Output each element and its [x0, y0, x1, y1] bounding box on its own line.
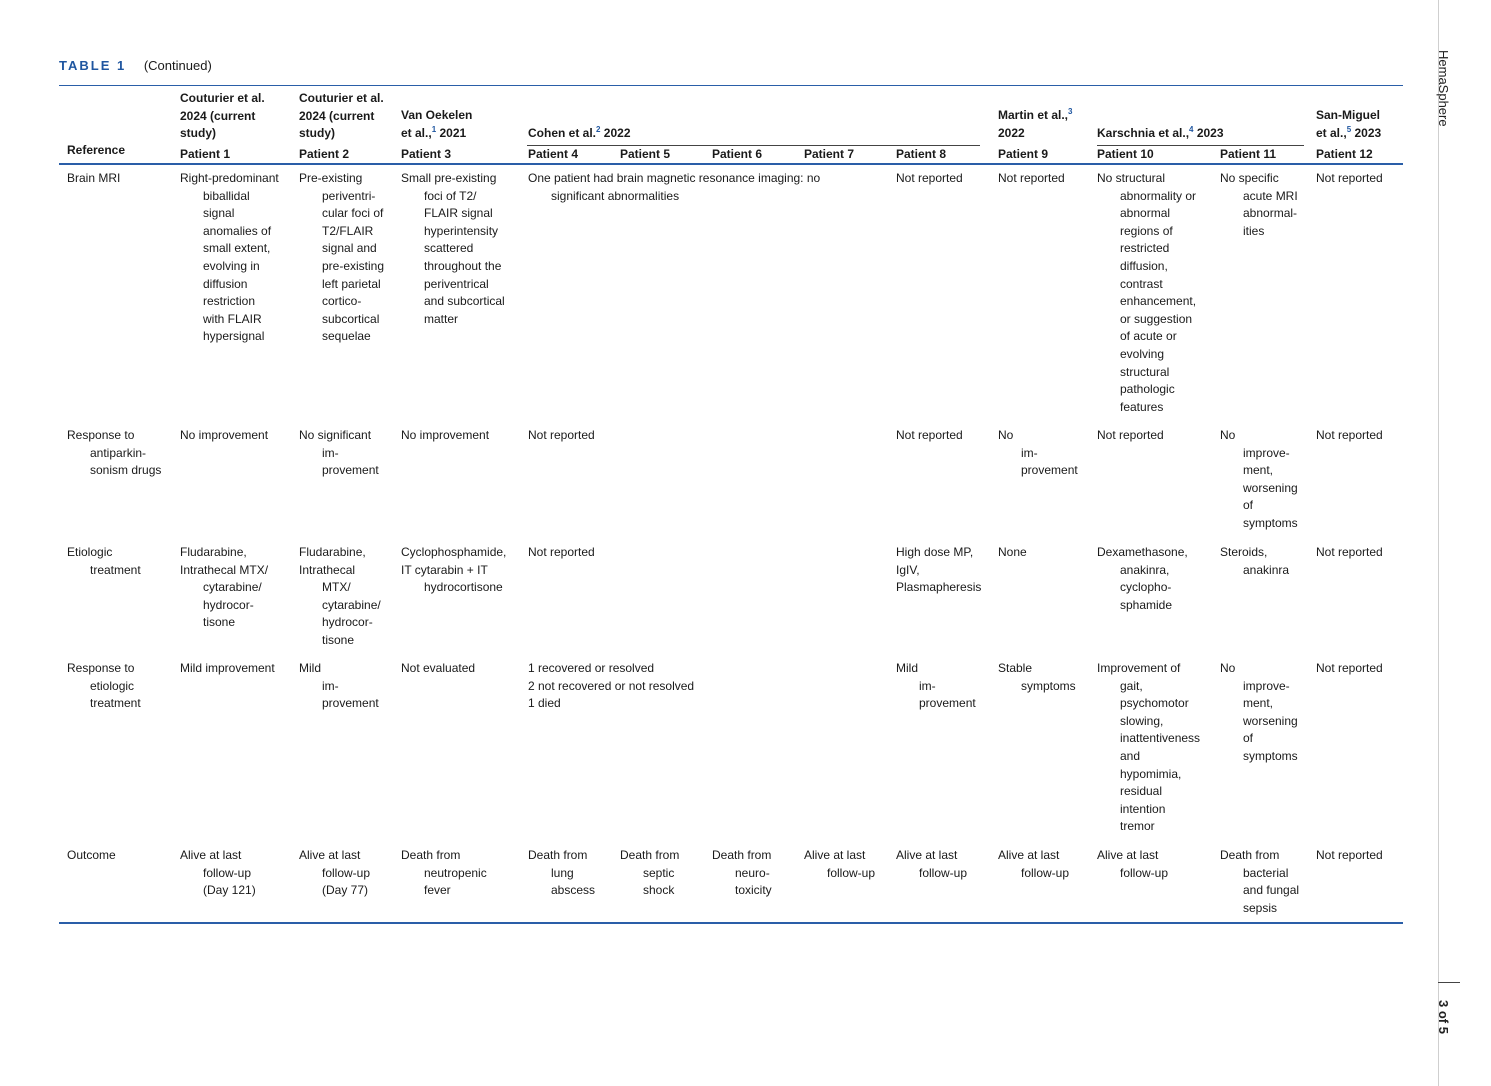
cell-line: acute MRI [1243, 188, 1298, 203]
cell-line: (Day 121) [203, 883, 256, 898]
cell-line: shock [643, 883, 675, 898]
header-group-6 [1097, 125, 1297, 143]
cell-line: IT cytarabin + IT [401, 562, 488, 577]
header-group-2 [299, 90, 399, 143]
cell-line: abscess [551, 883, 596, 898]
cell-line: sepsis [1243, 900, 1278, 915]
table-bottom-rule [59, 922, 1403, 924]
cell-line: Mild improvement [180, 661, 275, 675]
cell-line: significant abnormalities [551, 188, 680, 203]
header-patient-3: Patient 3 [401, 147, 452, 161]
cell-line: Not reported [1316, 661, 1383, 675]
cell-line: Fludarabine, [180, 545, 247, 559]
cell-line: slowing, [1120, 713, 1164, 728]
cell-line: Death from [712, 848, 772, 862]
cell-line: pre-existing [322, 258, 385, 273]
header-patient-2: Patient 2 [299, 147, 350, 161]
cell-line: No [1220, 428, 1236, 442]
cell-line: abnormality or [1120, 188, 1197, 203]
cell-line: hydrocortisone [424, 580, 503, 595]
cell-line: No significant [299, 428, 372, 442]
table-cell [1316, 544, 1466, 562]
cell-line: No specific [1220, 171, 1279, 185]
cell-line: Alive at last [804, 848, 866, 862]
header-patient-1: Patient 1 [180, 147, 231, 161]
cell-line: MTX/ [322, 580, 351, 595]
cell-line: follow-up [203, 865, 252, 880]
cell-line: anakinra, [1120, 562, 1170, 577]
cell-line: improve- [1243, 678, 1290, 693]
header-patient-8: Patient 8 [896, 147, 947, 161]
table-cell [528, 660, 948, 713]
cell-line: contrast [1120, 276, 1163, 291]
header-patient-5: Patient 5 [620, 147, 671, 161]
cell-line: im- [919, 678, 936, 693]
cell-line: cytarabine/ [322, 597, 381, 612]
cell-line: Right-predominant [180, 171, 279, 185]
header-group-line: et al., [1316, 125, 1347, 140]
header-group-5 [998, 107, 1093, 142]
cell-line: symptoms [1021, 678, 1076, 693]
journal-name: HemaSphere [1436, 50, 1451, 127]
header-group-line: Karschnia et al., [1097, 126, 1190, 140]
cell-line: biballidal [203, 188, 250, 203]
cell-line: No [998, 428, 1014, 442]
cell-line: worsening [1243, 713, 1298, 728]
cell-line: Cyclophosphamide, [401, 545, 507, 559]
cell-line: hydrocor- [203, 597, 254, 612]
cell-line: tremor [1120, 819, 1155, 834]
cell-line: 1 recovered or resolved [528, 661, 655, 675]
header-group-line: study) [299, 126, 335, 141]
cell-line: Mild [896, 661, 919, 675]
header-group-year: 2021 [436, 125, 467, 140]
cell-line: provement [322, 463, 379, 478]
cell-line: Alive at last [1097, 848, 1159, 862]
caption-text: (Continued) [143, 58, 212, 73]
cell-line: follow-up [1021, 865, 1070, 880]
cell-line: bacterial [1243, 865, 1289, 880]
header-group-line: 2022 [998, 125, 1025, 140]
cell-line: neuro- [735, 865, 770, 880]
cell-line: provement [919, 696, 976, 711]
citation-superscript: 3 [1068, 107, 1073, 116]
header-group-line: et al., [401, 125, 432, 140]
cell-line: throughout the [424, 258, 502, 273]
row-label [67, 847, 177, 865]
row-label [67, 660, 177, 713]
row-label [67, 544, 177, 579]
cell-line: foci of T2/ [424, 188, 477, 203]
row-label [67, 170, 177, 188]
cell-line: Death from [528, 848, 588, 862]
cell-line: intention [1120, 801, 1166, 816]
cell-line: Dexamethasone, [1097, 545, 1188, 559]
cell-line: scattered [424, 241, 474, 256]
cell-line: restriction [203, 294, 256, 309]
header-group-line: Cohen et al. [528, 126, 597, 140]
cell-line: regions of [1120, 223, 1173, 238]
cell-line: Mild [299, 661, 322, 675]
cell-line: and subcortical [424, 294, 505, 309]
citation-superscript: 1 [431, 124, 437, 134]
cell-line: FLAIR signal [424, 206, 493, 221]
cell-line: improve- [1243, 445, 1290, 460]
header-group-line: Couturier et al. [180, 91, 265, 105]
row-label-line: Response to [67, 428, 135, 442]
header-group-line: Couturier et al. [299, 91, 384, 105]
cell-line: No improvement [180, 428, 269, 442]
header-group-line: Van Oekelen [401, 108, 473, 122]
citation-superscript: 2 [596, 125, 601, 134]
cell-line: periventrical [424, 276, 489, 291]
cell-line: tisone [322, 632, 355, 647]
table-cell [528, 427, 948, 445]
header-group-7 [1316, 107, 1406, 142]
cell-line: lung [551, 865, 574, 880]
cell-line: Intrathecal MTX/ [180, 562, 269, 577]
header-group-line: Martin et al., [998, 108, 1069, 122]
cell-line: of [1243, 498, 1254, 513]
cell-line: follow-up [1120, 865, 1169, 880]
header-patient-4: Patient 4 [528, 147, 579, 161]
cell-line: sphamide [1120, 597, 1173, 612]
cell-line: IgIV, [896, 562, 920, 577]
cell-line: ment, [1243, 696, 1274, 711]
cell-line: toxicity [735, 883, 772, 898]
row-label-line: sonism drugs [90, 463, 162, 478]
cell-line: Small pre-existing [401, 171, 497, 185]
cell-line: (Day 77) [322, 883, 369, 898]
cell-line: cytarabine/ [203, 580, 262, 595]
cell-line: Not reported [1097, 428, 1164, 442]
cell-line: signal [203, 206, 235, 221]
row-label-line: Etiologic [67, 545, 113, 559]
table-cell [1316, 427, 1466, 445]
cell-line: neutropenic [424, 865, 487, 880]
cell-line: Intrathecal [299, 562, 356, 577]
header-group-line: study) [180, 126, 216, 141]
cell-line: No [1220, 661, 1236, 675]
cell-line: Not reported [1316, 428, 1383, 442]
table-cell [528, 544, 948, 562]
cell-line: 2 not recovered or not resolved [528, 678, 695, 693]
cell-line: and [1120, 748, 1141, 763]
table-cell [1316, 660, 1466, 678]
header-group-line: 2024 (current [180, 108, 256, 123]
cell-line: matter [424, 311, 459, 326]
table-cell [528, 170, 948, 205]
cell-line: Plasmapheresis [896, 580, 982, 595]
header-reference: Reference [67, 143, 126, 157]
header-patient-7: Patient 7 [804, 147, 855, 161]
cell-line: Alive at last [998, 848, 1060, 862]
row-label-line: Response to [67, 661, 135, 675]
cell-line: cortico- [322, 294, 362, 309]
header-group-year: 2023 [1351, 125, 1382, 140]
cell-line: Not reported [1316, 545, 1383, 559]
cell-line: ment, [1243, 463, 1274, 478]
header-group-3 [401, 107, 521, 142]
caption-label: TABLE 1 [59, 58, 127, 73]
header-patient-10: Patient 10 [1097, 147, 1154, 161]
page-tick [1438, 982, 1460, 983]
cell-line: pathologic [1120, 382, 1175, 397]
cell-line: cular foci of [322, 206, 384, 221]
cell-line: symptoms [1243, 515, 1298, 530]
cell-line: None [998, 545, 1027, 559]
row-label-line: treatment [90, 562, 141, 577]
cell-line: of [1243, 731, 1254, 746]
cell-line: Not evaluated [401, 661, 476, 675]
cell-line: follow-up [919, 865, 968, 880]
cell-line: follow-up [322, 865, 371, 880]
cell-line: Death from [620, 848, 680, 862]
header-group-line: 2024 (current [299, 108, 375, 123]
cell-line: Not reported [528, 545, 595, 559]
cell-line: Not reported [998, 171, 1065, 185]
cell-line: Not reported [896, 428, 963, 442]
cell-line: diffusion [203, 276, 248, 291]
header-patient-6: Patient 6 [712, 147, 763, 161]
table-cell [1316, 170, 1466, 188]
cell-line: diffusion, [1120, 258, 1168, 273]
cell-line: Improvement of [1097, 661, 1181, 675]
header-group-line: San-Miguel [1316, 108, 1381, 122]
cell-line: signal and [322, 241, 377, 256]
cell-line: hypersignal [203, 329, 265, 344]
cell-line: Not reported [896, 171, 963, 185]
cell-line: Alive at last [299, 848, 361, 862]
header-patient-9: Patient 9 [998, 147, 1049, 161]
cell-line: periventri- [322, 188, 376, 203]
cell-line: No improvement [401, 428, 490, 442]
table-caption [59, 58, 212, 73]
citation-superscript: 4 [1189, 125, 1194, 134]
cell-line: of acute or [1120, 329, 1177, 344]
cell-line: Pre-existing [299, 171, 363, 185]
cell-line: enhancement, [1120, 294, 1197, 309]
cell-line: septic [643, 865, 675, 880]
row-label-line: etiologic [90, 678, 135, 693]
table-cell [1316, 847, 1466, 865]
cell-line: worsening [1243, 480, 1298, 495]
cell-line: psychomotor [1120, 696, 1189, 711]
cell-line: provement [322, 696, 379, 711]
cell-line: Death from [1220, 848, 1280, 862]
cell-line: subcortical [322, 311, 380, 326]
header-patient-11: Patient 11 [1220, 147, 1277, 161]
cell-line: evolving in [203, 258, 260, 273]
header-group-1 [180, 90, 290, 143]
cell-line: cyclopho- [1120, 580, 1172, 595]
cell-line: tisone [203, 615, 236, 630]
cell-line: im- [322, 678, 339, 693]
cell-line: restricted [1120, 241, 1170, 256]
cell-line: small extent, [203, 241, 271, 256]
cell-line: gait, [1120, 678, 1143, 693]
cell-line: anomalies of [203, 223, 272, 238]
cell-line: Fludarabine, [299, 545, 366, 559]
cell-line: Not reported [1316, 171, 1383, 185]
cell-line: abnormal [1120, 206, 1171, 221]
cell-line: with FLAIR [203, 311, 262, 326]
cell-line: residual [1120, 784, 1163, 799]
row-label-line: antiparkin- [90, 445, 147, 460]
cell-line: hypomimia, [1120, 766, 1182, 781]
header-group-4 [528, 125, 928, 143]
cell-line: sequelae [322, 329, 371, 344]
cell-line: Stable [998, 661, 1033, 675]
cell-line: T2/FLAIR [322, 223, 374, 238]
cell-line: One patient had brain magnetic resonance imaging: no [528, 171, 821, 185]
cell-line: and fungal [1243, 883, 1300, 898]
cell-line: provement [1021, 463, 1078, 478]
cell-line: anakinra [1243, 562, 1290, 577]
row-label-line: Outcome [67, 848, 116, 862]
cell-line: inattentiveness [1120, 731, 1201, 746]
margin-rule [1438, 0, 1439, 1086]
cell-line: ities [1243, 223, 1265, 238]
cell-line: Steroids, [1220, 545, 1268, 559]
row-label-line: treatment [90, 696, 141, 711]
cell-line: follow-up [827, 865, 876, 880]
cell-line: abnormal- [1243, 206, 1298, 221]
cell-line: hydrocor- [322, 615, 373, 630]
cell-line: hyperintensity [424, 223, 499, 238]
citation-superscript: 5 [1346, 124, 1352, 134]
cell-line: structural [1120, 364, 1170, 379]
cell-line: High dose MP, [896, 545, 974, 559]
page-number: 3 of 5 [1436, 1000, 1451, 1034]
cell-line: left parietal [322, 276, 381, 291]
table-top-rule [59, 85, 1403, 86]
cell-line: No structural [1097, 171, 1166, 185]
cell-line: Not reported [528, 428, 595, 442]
cell-line: fever [424, 883, 451, 898]
cell-line: im- [1021, 445, 1038, 460]
cell-line: im- [322, 445, 339, 460]
cell-line: Death from [401, 848, 461, 862]
row-label [67, 427, 177, 480]
cell-line: or suggestion [1120, 311, 1193, 326]
cell-line: Alive at last [896, 848, 958, 862]
cell-line: symptoms [1243, 748, 1298, 763]
row-label-line: Brain MRI [67, 171, 121, 185]
cell-line: evolving [1120, 346, 1165, 361]
header-patient-12: Patient 12 [1316, 147, 1373, 161]
header-group-year: 2023 [1193, 126, 1224, 140]
cell-line: 1 died [528, 696, 561, 711]
cell-line: features [1120, 399, 1164, 414]
header-group-year: 2022 [600, 126, 631, 140]
cell-line: Alive at last [180, 848, 242, 862]
cell-line: Not reported [1316, 848, 1383, 862]
